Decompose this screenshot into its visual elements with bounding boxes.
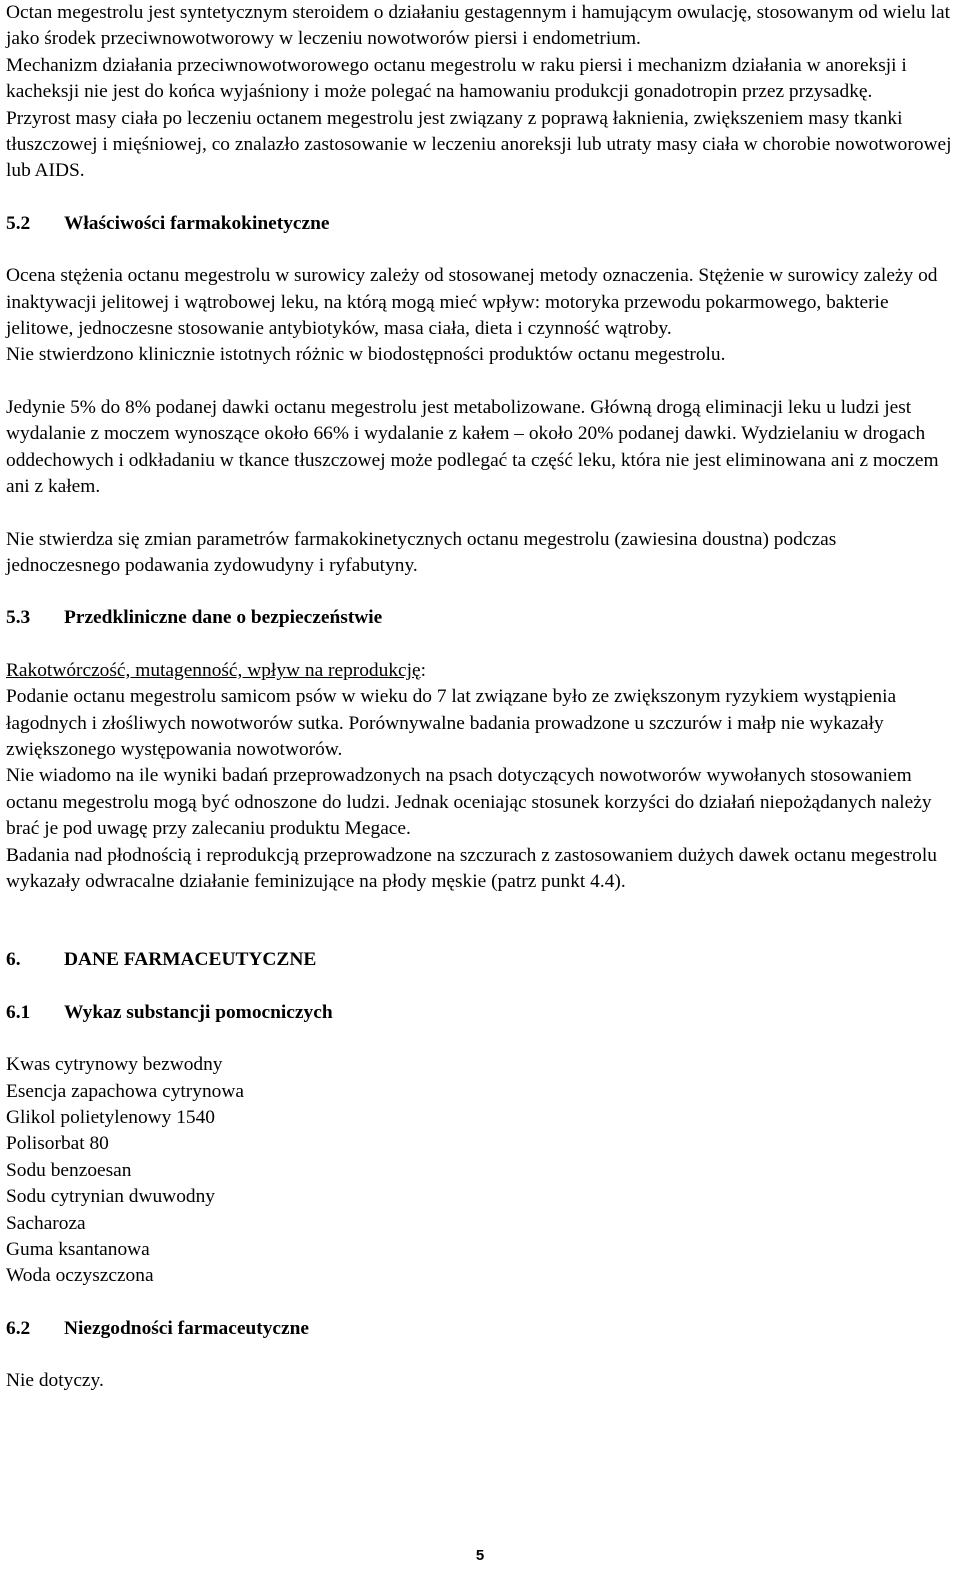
section-number: 5.2 bbox=[6, 212, 31, 234]
section-5-3-subheading bbox=[6, 658, 952, 684]
section-6-1-heading bbox=[6, 1000, 952, 1026]
section-number: 5.3 bbox=[6, 607, 31, 629]
section-5-3-paragraph-3: Badania nad płodnością i reprodukcją przeprowadzone na szczurach z zastosowaniem dużych dawek octanu megestrolu wykazały odwracalne działanie feminizujące na płody męskie (patrz punkt 4.4). bbox=[6, 844, 937, 892]
intro-paragraph-2: Mechanizm działania przeciwnowotworowego octanu megestrolu w raku piersi i mechanizm działania w anoreksji i kacheksji nie jest do końca wyjaśniony i może polegać na hamowaniu produkcji gonadotropin przez przysadkę. bbox=[6, 54, 907, 103]
section-5-2-paragraph-4: Nie stwierdza się zmian parametrów farmakokinetycznych octanu megestrolu (zawiesina doustna) podczas jednoczesnego podawania zydowudyny i ryfabutyny. bbox=[6, 528, 837, 576]
list-item: Esencja zapachowa cytrynowa bbox=[6, 1080, 244, 1102]
excipients-list bbox=[6, 1052, 952, 1290]
section-5-3-paragraph-1: Podanie octanu megestrolu samicom psów w wieku do 7 lat związane było ze zwiększonym ryzykiem wystąpienia łagodnych i złośliwych nowotworów sutka. Porównywalne badania prowadzone u szczurów i małp nie wykazały zwiększonego występowania nowotworów. bbox=[6, 686, 897, 760]
section-5-2-paragraph-2: Nie stwierdzono klinicznie istotnych różnic w biodostępności produktów octanu megestrolu. bbox=[6, 344, 726, 366]
section-6-heading bbox=[6, 947, 952, 973]
list-item: Woda oczyszczona bbox=[6, 1265, 154, 1287]
section-title: DANE FARMACEUTYCZNE bbox=[64, 949, 317, 971]
list-item: Sodu benzoesan bbox=[6, 1159, 132, 1181]
intro-paragraph-3: Przyrost masy ciała po leczeniu octanem megestrolu jest związany z poprawą łaknienia, zwiększeniem masy tkanki tłuszczowej i mięśniowej, co znalazło zastosowanie w leczeniu anoreksji lub utraty masy ciała w chorobie nowotworowej lub AIDS. bbox=[6, 107, 952, 182]
section-number: 6.2 bbox=[6, 1317, 31, 1339]
section-6-2-heading bbox=[6, 1316, 952, 1342]
section-5-3-heading bbox=[6, 605, 952, 631]
list-item: Sacharoza bbox=[6, 1212, 86, 1234]
subheading-colon: : bbox=[420, 659, 427, 681]
section-title: Wykaz substancji pomocniczych bbox=[64, 1001, 333, 1023]
list-item: Sodu cytrynian dwuwodny bbox=[6, 1186, 215, 1208]
section-5-2-paragraph-3: Jedynie 5% do 8% podanej dawki octanu megestrolu jest metabolizowane. Główną drogą eliminacji leku u ludzi jest wydalanie z moczem wynoszące około 66% i wydalanie z kałem – około 20% podanej dawki. Wydzielaniu w drogach oddechowych i odkładaniu w tkance tłuszczowej może podlegać ta część leku, która nie jest eliminowana ani z moczem ani z kałem. bbox=[6, 396, 939, 498]
list-item: Glikol polietylenowy 1540 bbox=[6, 1107, 215, 1128]
section-number: 6.1 bbox=[6, 1001, 31, 1023]
list-item: Kwas cytrynowy bezwodny bbox=[6, 1054, 223, 1076]
page-number: 5 bbox=[475, 1547, 485, 1564]
list-item: Polisorbat 80 bbox=[6, 1133, 109, 1155]
section-6-2-paragraph-1: Nie dotyczy. bbox=[6, 1370, 104, 1392]
section-5-2-heading bbox=[6, 211, 952, 237]
section-5-2-paragraph-1: Ocena stężenia octanu megestrolu w surowicy zależy od stosowanej metody oznaczenia. Stężenie w surowicy zależy od inaktywacji jelitowej i wątrobowej leku, na którą mogą mieć wpływ: motoryka przewodu pokarmowego, bakterie jelitowe, jednoczesne stosowanie antybiotyków, masa ciała, dieta i czynność wątroby. bbox=[6, 265, 938, 340]
subheading-text: Rakotwórczość, mutagenność, wpływ na reprodukcję bbox=[6, 659, 421, 681]
intro-paragraph-1: Octan megestrolu jest syntetycznym steroidem o działaniu gestagennym i hamującym owulację, stosowanym od wielu lat jako środek przeciwnowotworowy w leczeniu nowotworów piersi i endometrium. bbox=[6, 2, 950, 50]
section-5-3-paragraph-2: Nie wiadomo na ile wyniki badań przeprowadzonych na psach dotyczących nowotworów wywołanych stosowaniem octanu megestrolu mogą być odnoszone do ludzi. Jednak oceniając stosunek korzyści do działań niepożądanych należy brać je pod uwagę przy zalecaniu produktu Megace. bbox=[6, 765, 932, 840]
section-title: Niezgodności farmaceutyczne bbox=[64, 1317, 310, 1339]
document-page bbox=[6, 0, 952, 1395]
section-title: Przedkliniczne dane o bezpieczeństwie bbox=[64, 607, 383, 629]
section-number: 6. bbox=[6, 949, 21, 971]
section-title: Właściwości farmakokinetyczne bbox=[64, 212, 330, 234]
list-item: Guma ksantanowa bbox=[6, 1239, 150, 1261]
